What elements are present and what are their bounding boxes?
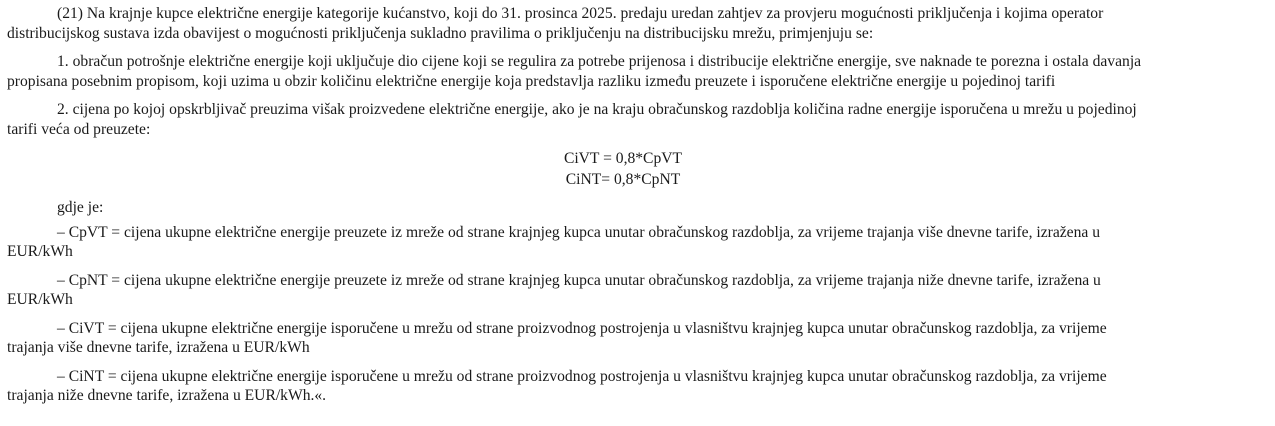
- text-line: 2. cijena po kojoj opskrbljivač preuzima višak proizvedene električne energije, ako je na kraju obračunskog razdoblja količina radne energije isporučena u mrežu u pojedinoj: [57, 101, 1137, 118]
- text-line: – CiNT = cijena ukupne električne energije isporučene u mrežu od strane proizvodnog postrojenja u vlasništvu krajnjeg kupca unutar obračunskog razdoblja, za vrijeme: [57, 367, 1107, 385]
- formula-civt: CiVT = 0,8*CpVT: [563, 150, 683, 167]
- definition-civt: [7, 319, 1269, 358]
- text-line: (21) Na krajnje kupce električne energije kategorije kućanstvo, koji do 31. prosinca 2025. predaju uredan zahtjev za provjeru mogućnosti priključenja i kojima operator: [57, 5, 1104, 22]
- text-line: trajanja niže dnevne tarife, izražena u EUR/kWh.«.: [7, 387, 327, 404]
- text-line: trajanja više dnevne tarife, izražena u EUR/kWh: [7, 339, 310, 356]
- text-line: – CiVT = cijena ukupne električne energije isporučene u mrežu od strane proizvodnog postrojenja u vlasništvu krajnjeg kupca unutar obračunskog razdoblja, za vrijeme: [57, 319, 1107, 337]
- paragraph-21: [7, 4, 1269, 43]
- text-line: propisana posebnim propisom, koji uzima u obzir količinu električne energije koja predstavlja razliku između preuzete i isporučene električne energije u pojedinoj tarifi: [7, 72, 1056, 90]
- text-line: tarifi veća od preuzete:: [7, 120, 151, 138]
- where-label: gdje je:: [57, 199, 104, 216]
- text-line: distribucijskog sustava izda obavijest o mogućnosti priključenja sukladno pravilima o priključenju na distribucijsku mrežu, primjenjuju se:: [7, 24, 874, 42]
- formula-block: [7, 148, 1269, 190]
- item-1: [7, 52, 1269, 91]
- text-line: – CpVT = cijena ukupne električne energije preuzete iz mreže od strane krajnjeg kupca unutar obračunskog razdoblja, za vrijeme trajanja više dnevne tarife, izražena u: [57, 223, 1100, 241]
- item-2: [7, 100, 1269, 139]
- definition-cint: [7, 367, 1269, 406]
- definition-cpvt: [7, 223, 1269, 262]
- formula-cint: CiNT= 0,8*CpNT: [565, 171, 681, 188]
- text-line: EUR/kWh: [7, 291, 73, 308]
- definition-cpnt: [7, 271, 1269, 310]
- text-line: 1. obračun potrošnje električne energije koji uključuje dio cijene koji se regulira za potrebe prijenosa i distribucije električne energije, sve naknade te porezna i ostala davanja: [57, 53, 1142, 70]
- text-line: – CpNT = cijena ukupne električne energije preuzete iz mreže od strane krajnjeg kupca unutar obračunskog razdoblja, za vrijeme trajanja niže dnevne tarife, izražena u: [57, 271, 1101, 289]
- text-line: EUR/kWh: [7, 243, 73, 260]
